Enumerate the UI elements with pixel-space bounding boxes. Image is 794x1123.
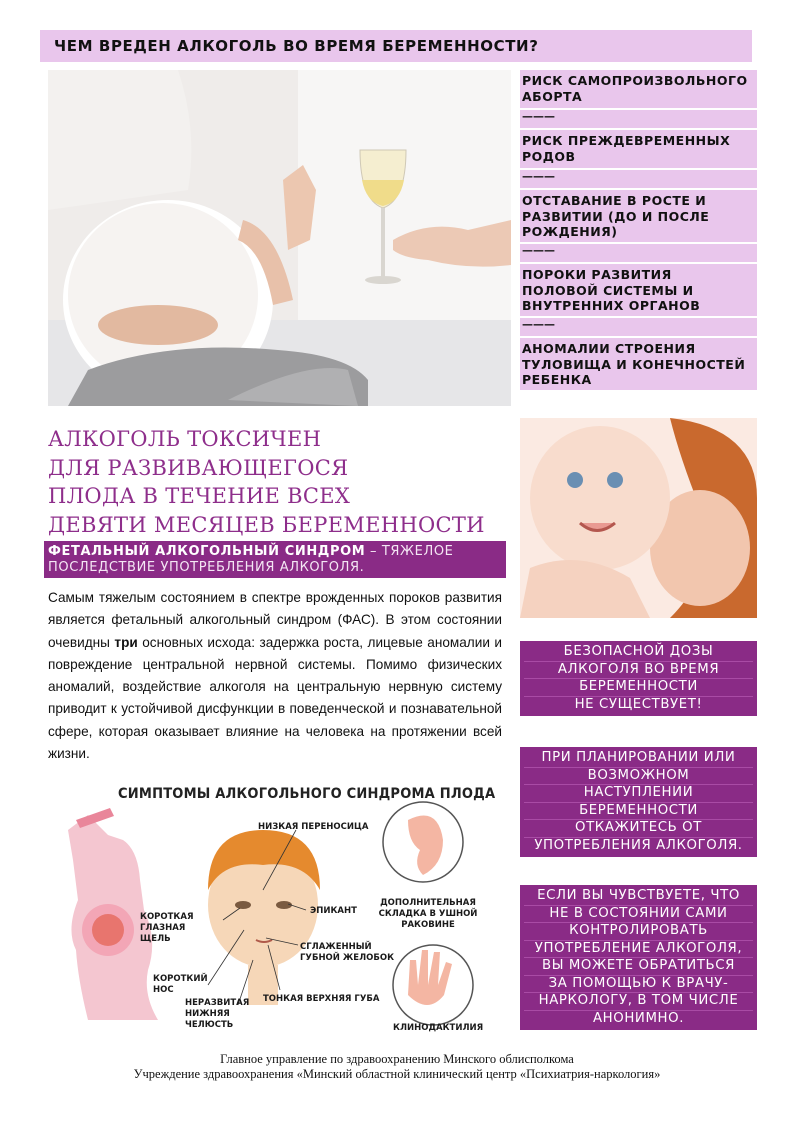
- box-line: КОНТРОЛИРОВАТЬ: [524, 923, 753, 941]
- box-line: ОТКАЖИТЕСЬ ОТ: [524, 820, 753, 838]
- child-face-icon: [208, 830, 320, 1005]
- symptom-label: ЭПИКАНТ: [310, 906, 357, 916]
- symptoms-title: СИМПТОМЫ АЛКОГОЛЬНОГО СИНДРОМА ПЛОДА: [118, 786, 496, 802]
- risk-item: АНОМАЛИИ СТРОЕНИЯ ТУЛОВИЩА И КОНЕЧНОСТЕЙ РЕБЕНКА: [520, 338, 757, 390]
- box-line: НАРКОЛОГУ, В ТОМ ЧИСЛЕ: [524, 993, 753, 1011]
- box-line: ЗА ПОМОЩЬЮ К ВРАЧУ-: [524, 976, 753, 994]
- fas-term: ФЕТАЛЬНЫЙ АЛКОГОЛЬНЫЙ СИНДРОМ: [48, 544, 366, 559]
- box-line: АНОНИМНО.: [592, 1010, 685, 1026]
- pregnant-woman-photo: [48, 70, 511, 406]
- heading-line: ДЛЯ РАЗВИВАЮЩЕГОСЯ: [48, 455, 349, 480]
- box-line: НЕ СУЩЕСТВУЕТ!: [574, 696, 703, 712]
- heading-line: АЛКОГОЛЬ ТОКСИЧЕН: [48, 427, 322, 451]
- fas-description: – ТЯЖЕЛОЕ ПОСЛЕДСТВИЕ УПОТРЕБЛЕНИЯ АЛКОГОЛЯ.: [48, 544, 454, 575]
- body-paragraph: [48, 587, 502, 765]
- box-line: БЕЗОПАСНОЙ ДОЗЫ: [524, 644, 753, 662]
- box-line: ЕСЛИ ВЫ ЧУВСТВУЕТЕ, ЧТО: [524, 888, 753, 906]
- ear-icon: [383, 802, 463, 882]
- heading-line: ПЛОДА В ТЕЧЕНИЕ ВСЕХ: [48, 484, 351, 508]
- risk-separator: ———: [520, 318, 757, 336]
- symptoms-infographic: [48, 780, 508, 1040]
- body-text-bold: три: [114, 634, 138, 650]
- risk-item: РИСК ПРЕЖДЕВРЕМЕННЫХ РОДОВ: [520, 130, 757, 168]
- mother-baby-photo: [520, 418, 757, 618]
- symptom-label: КЛИНОДАКТИЛИЯ: [393, 1023, 484, 1033]
- risk-item: ОТСТАВАНИЕ В РОСТЕ И РАЗВИТИИ (ДО И ПОСЛЕ РОЖДЕНИЯ): [520, 190, 757, 242]
- help-box: [520, 885, 757, 1030]
- body-text-part: основных исхода: задержка роста, лицевые аномалии и повреждение центральной нервной системы. Помимо физических аномалий, воздействие алкоголя на центральную нервную систему приводит к устойчивой дисфункции в поведенческой и познавательной сфере, которая оказывает влияние на человека на протяжении всей жизни.: [48, 634, 502, 762]
- symptom-label: ТОНКАЯ ВЕРХНЯЯ ГУБА: [263, 994, 380, 1004]
- symptom-label: КОРОТКАЯ ГЛАЗНАЯ ЩЕЛЬ: [140, 912, 194, 944]
- symptom-label: КОРОТКИЙ НОС: [153, 974, 208, 995]
- box-line: ПРИ ПЛАНИРОВАНИИ ИЛИ: [524, 750, 753, 768]
- risk-item: РИСК САМОПРОИЗВОЛЬНОГО АБОРТА: [520, 70, 757, 108]
- symptom-label: СГЛАЖЕННЫЙ ГУБНОЙ ЖЕЛОБОК: [300, 942, 395, 963]
- box-line: АЛКОГОЛЯ ВО ВРЕМЯ: [524, 662, 753, 680]
- box-line: УПОТРЕБЛЕНИЕ АЛКОГОЛЯ,: [524, 941, 753, 959]
- box-line: БЕРЕМЕННОСТИ: [524, 803, 753, 821]
- no-safe-dose-box: [520, 641, 757, 716]
- risk-list: [520, 70, 757, 390]
- mother-baby-illustration: [520, 418, 757, 618]
- box-line: УПОТРЕБЛЕНИЯ АЛКОГОЛЯ.: [534, 837, 743, 853]
- risk-item: ПОРОКИ РАЗВИТИЯ ПОЛОВОЙ СИСТЕМЫ И ВНУТРЕННИХ ОРГАНОВ: [520, 264, 757, 316]
- planning-box: [520, 747, 757, 857]
- heading-line: ДЕВЯТИ МЕСЯЦЕВ БЕРЕМЕННОСТИ: [48, 512, 485, 537]
- box-line: БЕРЕМЕННОСТИ: [524, 679, 753, 697]
- page-title: ЧЕМ ВРЕДЕН АЛКОГОЛЬ ВО ВРЕМЯ БЕРЕМЕННОСТИ?: [54, 37, 539, 55]
- symptom-label: НИЗКАЯ ПЕРЕНОСИЦА: [258, 822, 369, 832]
- box-line: НЕ В СОСТОЯНИИ САМИ: [524, 906, 753, 924]
- main-heading: [48, 425, 508, 539]
- pregnant-woman-illustration: [48, 70, 511, 406]
- box-line: НАСТУПЛЕНИИ: [524, 785, 753, 803]
- hand-icon: [393, 945, 473, 1025]
- fas-banner: [44, 541, 506, 578]
- risk-separator: ———: [520, 110, 757, 128]
- symptom-label: НЕРАЗВИТАЯ НИЖНЯЯ ЧЕЛЮСТЬ: [185, 998, 250, 1030]
- footer: [0, 1052, 794, 1082]
- box-line: ВОЗМОЖНОМ: [524, 768, 753, 786]
- symptom-label: ДОПОЛНИТЕЛЬНАЯ СКЛАДКА В УШНОЙ РАКОВИНЕ: [378, 898, 478, 930]
- risk-separator: ———: [520, 244, 757, 262]
- header-bar: [40, 30, 752, 62]
- footer-line: Главное управление по здравоохранению Минского облисполкома: [220, 1052, 574, 1066]
- box-line: ВЫ МОЖЕТЕ ОБРАТИТЬСЯ: [524, 958, 753, 976]
- body-text-part: Самым тяжелым состоянием в спектре врожденных пороков развития является фетальный алкогольный синдром (ФАС). В этом состоянии очевидны: [48, 590, 502, 650]
- footer-line: Учреждение здравоохранения «Минский областной клинический центр «Психиатрия-наркология»: [133, 1067, 661, 1081]
- risk-separator: ———: [520, 170, 757, 188]
